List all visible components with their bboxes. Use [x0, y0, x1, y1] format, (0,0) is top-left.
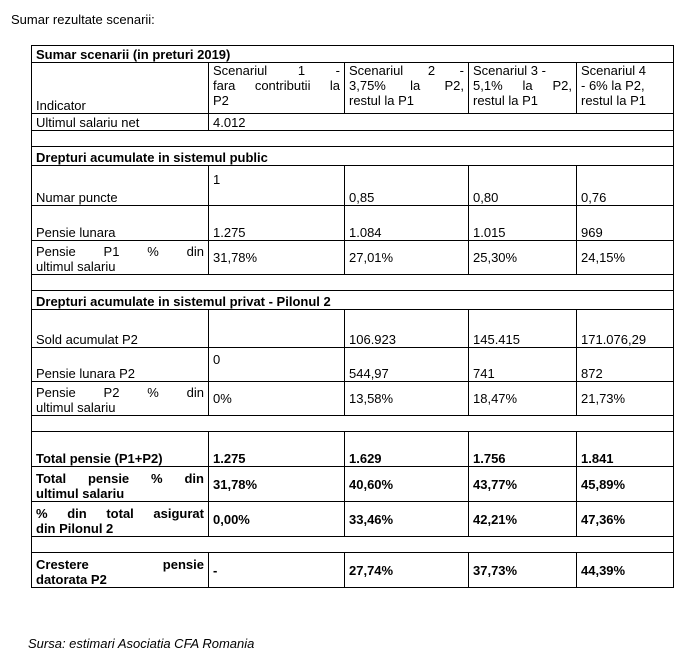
cell: 37,73% — [469, 553, 577, 588]
cell: 544,97 — [345, 348, 469, 382]
row-label — [32, 382, 209, 416]
cell: 40,60% — [345, 467, 469, 502]
cell: 25,30% — [469, 241, 577, 275]
header-row — [32, 63, 674, 114]
scenario-2-l1: Scenariul 2 - — [349, 63, 464, 78]
cell: 27,01% — [345, 241, 469, 275]
cell: 1 — [209, 166, 345, 206]
row-label-l1: % din total asigurat — [36, 506, 204, 521]
spacer-row — [32, 416, 674, 432]
table-row — [32, 206, 674, 241]
row-label-l2: din Pilonul 2 — [36, 521, 114, 536]
row-label — [32, 502, 209, 537]
private-section-row — [32, 291, 674, 310]
cell: 1.015 — [469, 206, 577, 241]
cell: 24,15% — [577, 241, 674, 275]
cell: 0 — [209, 348, 345, 382]
scenario-1-l3: P2 — [213, 93, 229, 108]
row-label — [32, 467, 209, 502]
table-row — [32, 467, 674, 502]
row-label: Sold acumulat P2 — [32, 310, 209, 348]
row-label: Numar puncte — [32, 166, 209, 206]
cell: 106.923 — [345, 310, 469, 348]
cell: 18,47% — [469, 382, 577, 416]
scenario-3-l3: restul la P1 — [473, 93, 539, 108]
row-label-l1: Total pensie % din — [36, 471, 204, 486]
cell: 13,58% — [345, 382, 469, 416]
cell: 31,78% — [209, 241, 345, 275]
scenario-3-header — [469, 63, 577, 114]
row-label-l1: Pensie P2 % din — [36, 385, 204, 400]
table-row — [32, 432, 674, 467]
table-row — [32, 502, 674, 537]
cell: 741 — [469, 348, 577, 382]
indicator-header: Indicator — [32, 63, 209, 114]
spacer-row — [32, 537, 674, 553]
private-section-title: Drepturi acumulate in sistemul privat - Pilonul 2 — [32, 291, 674, 310]
cell: 1.275 — [209, 206, 345, 241]
table-title-row — [32, 46, 674, 63]
scenario-4-l2: - 6% la P2, — [581, 78, 645, 93]
table-row — [32, 166, 674, 206]
row-label: Pensie lunara P2 — [32, 348, 209, 382]
row-label-l2: ultimul salariu — [36, 259, 116, 274]
cell: 27,74% — [345, 553, 469, 588]
scenario-3-l1: Scenariul 3 - — [473, 63, 546, 78]
cell: 31,78% — [209, 467, 345, 502]
scenario-4-l1: Scenariul 4 — [581, 63, 647, 78]
cell: 171.076,29 — [577, 310, 674, 348]
scenario-2-l3: restul la P1 — [349, 93, 415, 108]
source-note: Sursa: estimari Asociatia CFA Romania — [28, 636, 255, 651]
cell: 0,85 — [345, 166, 469, 206]
cell: 43,77% — [469, 467, 577, 502]
row-label-l1: Crestere pensie — [36, 557, 204, 572]
cell: 1.275 — [209, 432, 345, 467]
row-label — [32, 241, 209, 275]
cell: 21,73% — [577, 382, 674, 416]
public-section-title: Drepturi acumulate in sistemul public — [32, 147, 674, 166]
table-title: Sumar scenarii (in preturi 2019) — [32, 46, 674, 63]
public-section-row — [32, 147, 674, 166]
row-label: Pensie lunara — [32, 206, 209, 241]
row-label: Total pensie (P1+P2) — [32, 432, 209, 467]
cell: 42,21% — [469, 502, 577, 537]
cell: 45,89% — [577, 467, 674, 502]
row-label-l1: Pensie P1 % din — [36, 244, 204, 259]
cell: 0,00% — [209, 502, 345, 537]
cell: 0,76 — [577, 166, 674, 206]
cell: 1.841 — [577, 432, 674, 467]
scenario-2-header — [345, 63, 469, 114]
table-row — [32, 382, 674, 416]
scenario-3-l2: 5,1% la P2, — [473, 78, 572, 93]
scenario-1-l1: Scenariul 1 - — [213, 63, 340, 78]
cell: 145.415 — [469, 310, 577, 348]
scenario-4-header — [577, 63, 674, 114]
row-label-l2: ultimul salariu — [36, 486, 125, 501]
table-row — [32, 310, 674, 348]
cell: 33,46% — [345, 502, 469, 537]
row-label-l2: ultimul salariu — [36, 400, 116, 415]
cell: 1.629 — [345, 432, 469, 467]
cell: - — [209, 553, 345, 588]
caption: Sumar rezultate scenarii: — [11, 12, 155, 27]
row-label — [32, 553, 209, 588]
cell — [209, 310, 345, 348]
table-row — [32, 553, 674, 588]
cell: 47,36% — [577, 502, 674, 537]
scenario-4-l3: restul la P1 — [581, 93, 647, 108]
cell: 872 — [577, 348, 674, 382]
cell: 1.084 — [345, 206, 469, 241]
scenario-1-l2: fara contributii la — [213, 78, 340, 93]
spacer-row — [32, 275, 674, 291]
salary-value: 4.012 — [209, 114, 674, 131]
cell: 0% — [209, 382, 345, 416]
salary-label: Ultimul salariu net — [32, 114, 209, 131]
table-row — [32, 241, 674, 275]
scenario-summary-table — [31, 45, 674, 588]
cell: 44,39% — [577, 553, 674, 588]
table-row — [32, 348, 674, 382]
scenario-1-header — [209, 63, 345, 114]
cell: 0,80 — [469, 166, 577, 206]
cell: 1.756 — [469, 432, 577, 467]
scenario-2-l2: 3,75% la P2, — [349, 78, 464, 93]
cell: 969 — [577, 206, 674, 241]
salary-row — [32, 114, 674, 131]
row-label-l2: datorata P2 — [36, 572, 107, 587]
spacer-row — [32, 131, 674, 147]
